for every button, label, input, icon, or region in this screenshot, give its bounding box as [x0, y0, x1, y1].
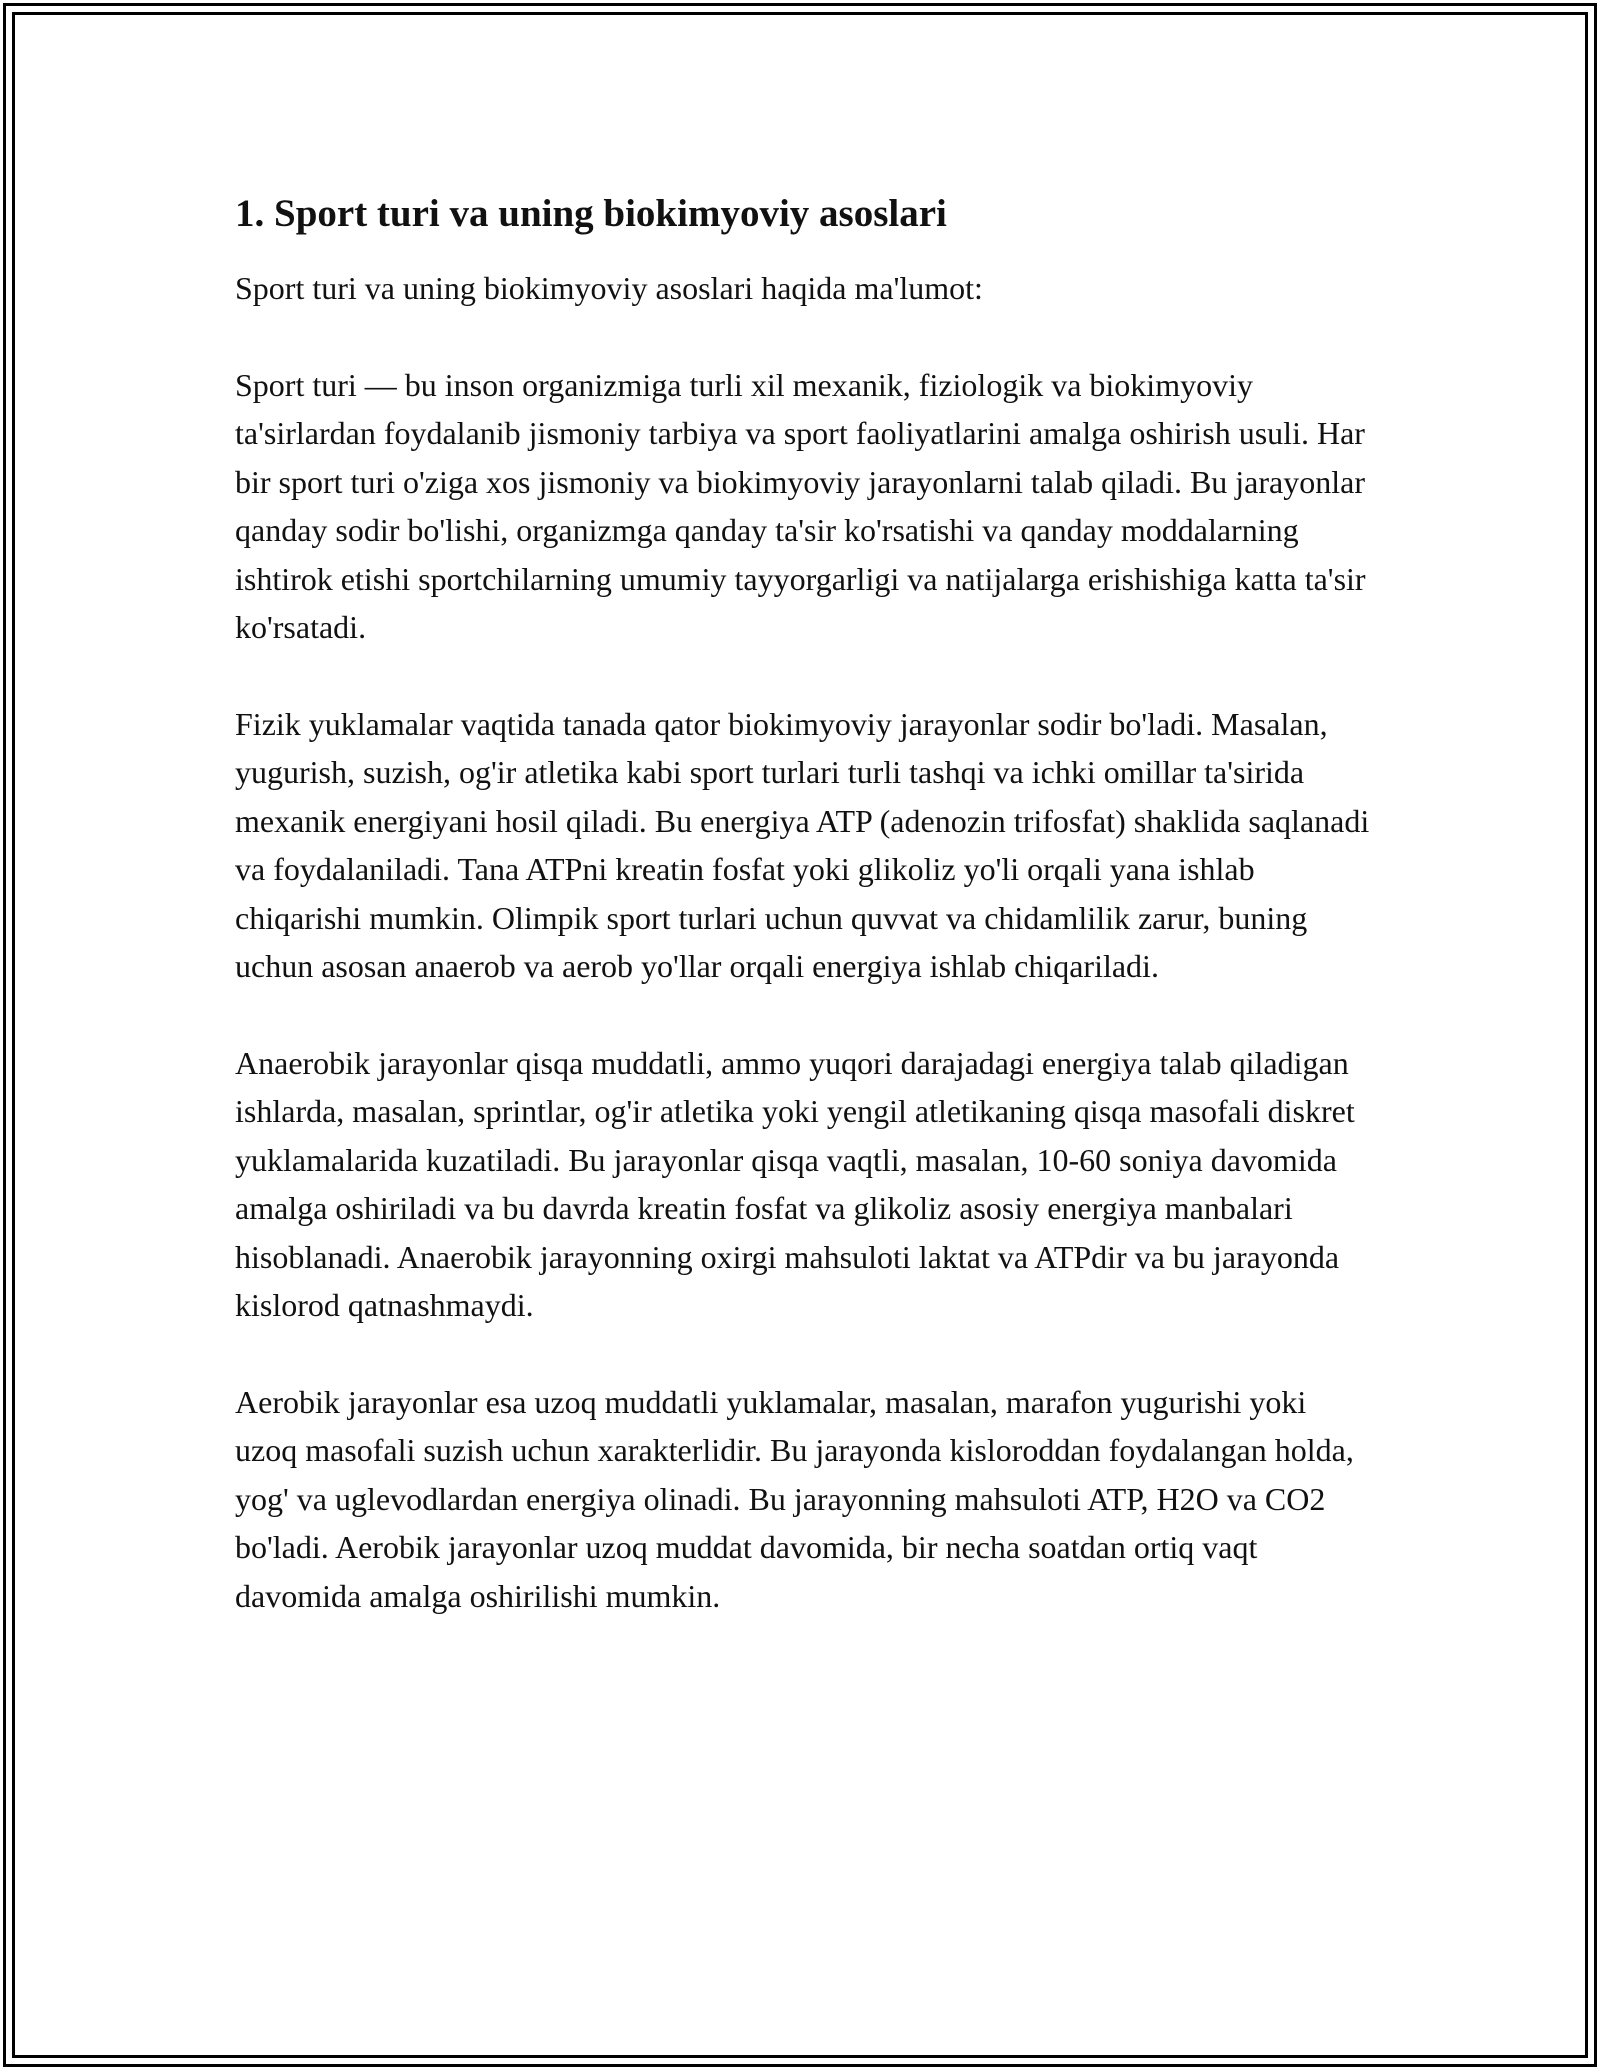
physical-load-paragraph: Fizik yuklamalar vaqtida tanada qator biokimyoviy jarayonlar sodir bo'ladi. Masalan, yugurish, suzish, og'ir atletika kabi sport turlari turli tashqi va ichki omillar ta'sirida mexanik energiyani hosil qiladi. Bu energiya ATP (adenozin trifosfat) shaklida saqlanadi va foydalaniladi. Tana ATPni kreatin fosfat yoki glikoliz yo'li orqali yana ishlab chiqarishi mumkin. Olimpik sport turlari uchun quvvat va chidamlilik zarur, buning uchun asosan anaerob va aerob yo'llar orqali energiya ishlab chiqariladi.: [235, 705, 1370, 984]
intro-paragraph: Sport turi va uning biokimyoviy asoslari haqida ma'lumot:: [235, 270, 983, 306]
document-body: [235, 186, 1375, 1668]
anaerobic-paragraph: Anaerobik jarayonlar qisqa muddatli, ammo yuqori darajadagi energiya talab qiladigan ishlarda, masalan, sprintlar, og'ir atletika yoki yengil atletikaning qisqa masofali diskret yuklamalarida kuzatiladi. Bu jarayonlar qisqa vaqtli, masalan, 10-60 soniya davomida amalga oshiriladi va bu davrda kreatin fosfat va glikoliz asosiy energiya manbalari hisoblanadi. Anaerobik jarayonning oxirgi mahsuloti laktat va ATPdir va bu jarayonda kislorod qatnashmaydi.: [235, 1044, 1355, 1323]
document-title: 1. Sport turi va uning biokimyoviy asoslari: [235, 192, 947, 235]
definition-paragraph: Sport turi — bu inson organizmiga turli xil mexanik, fiziologik va biokimyoviy ta'sirlardan foydalanib jismoniy tarbiya va sport faoliyatlarini amalga oshirish usuli. Har bir sport turi o'ziga xos jismoniy va biokimyoviy jarayonlarni talab qiladi. Bu jarayonlar qanday sodir bo'lishi, organizmga qanday ta'sir ko'rsatishi va qanday moddalarning ishtirok etishi sportchilarning umumiy tayyorgarligi va natijalarga erishishiga katta ta'sir ko'rsatadi.: [235, 366, 1366, 645]
aerobic-paragraph: Aerobik jarayonlar esa uzoq muddatli yuklamalar, masalan, marafon yugurishi yoki uzoq masofali suzish uchun xarakterlidir. Bu jarayonda kisloroddan foydalangan holda, yog' va uglevodlardan energiya olinadi. Bu jarayonning mahsuloti ATP, H2O va CO2 bo'ladi. Aerobik jarayonlar uzoq muddat davomida, bir necha soatdan ortiq vaqt davomida amalga oshirilishi mumkin.: [235, 1383, 1354, 1614]
